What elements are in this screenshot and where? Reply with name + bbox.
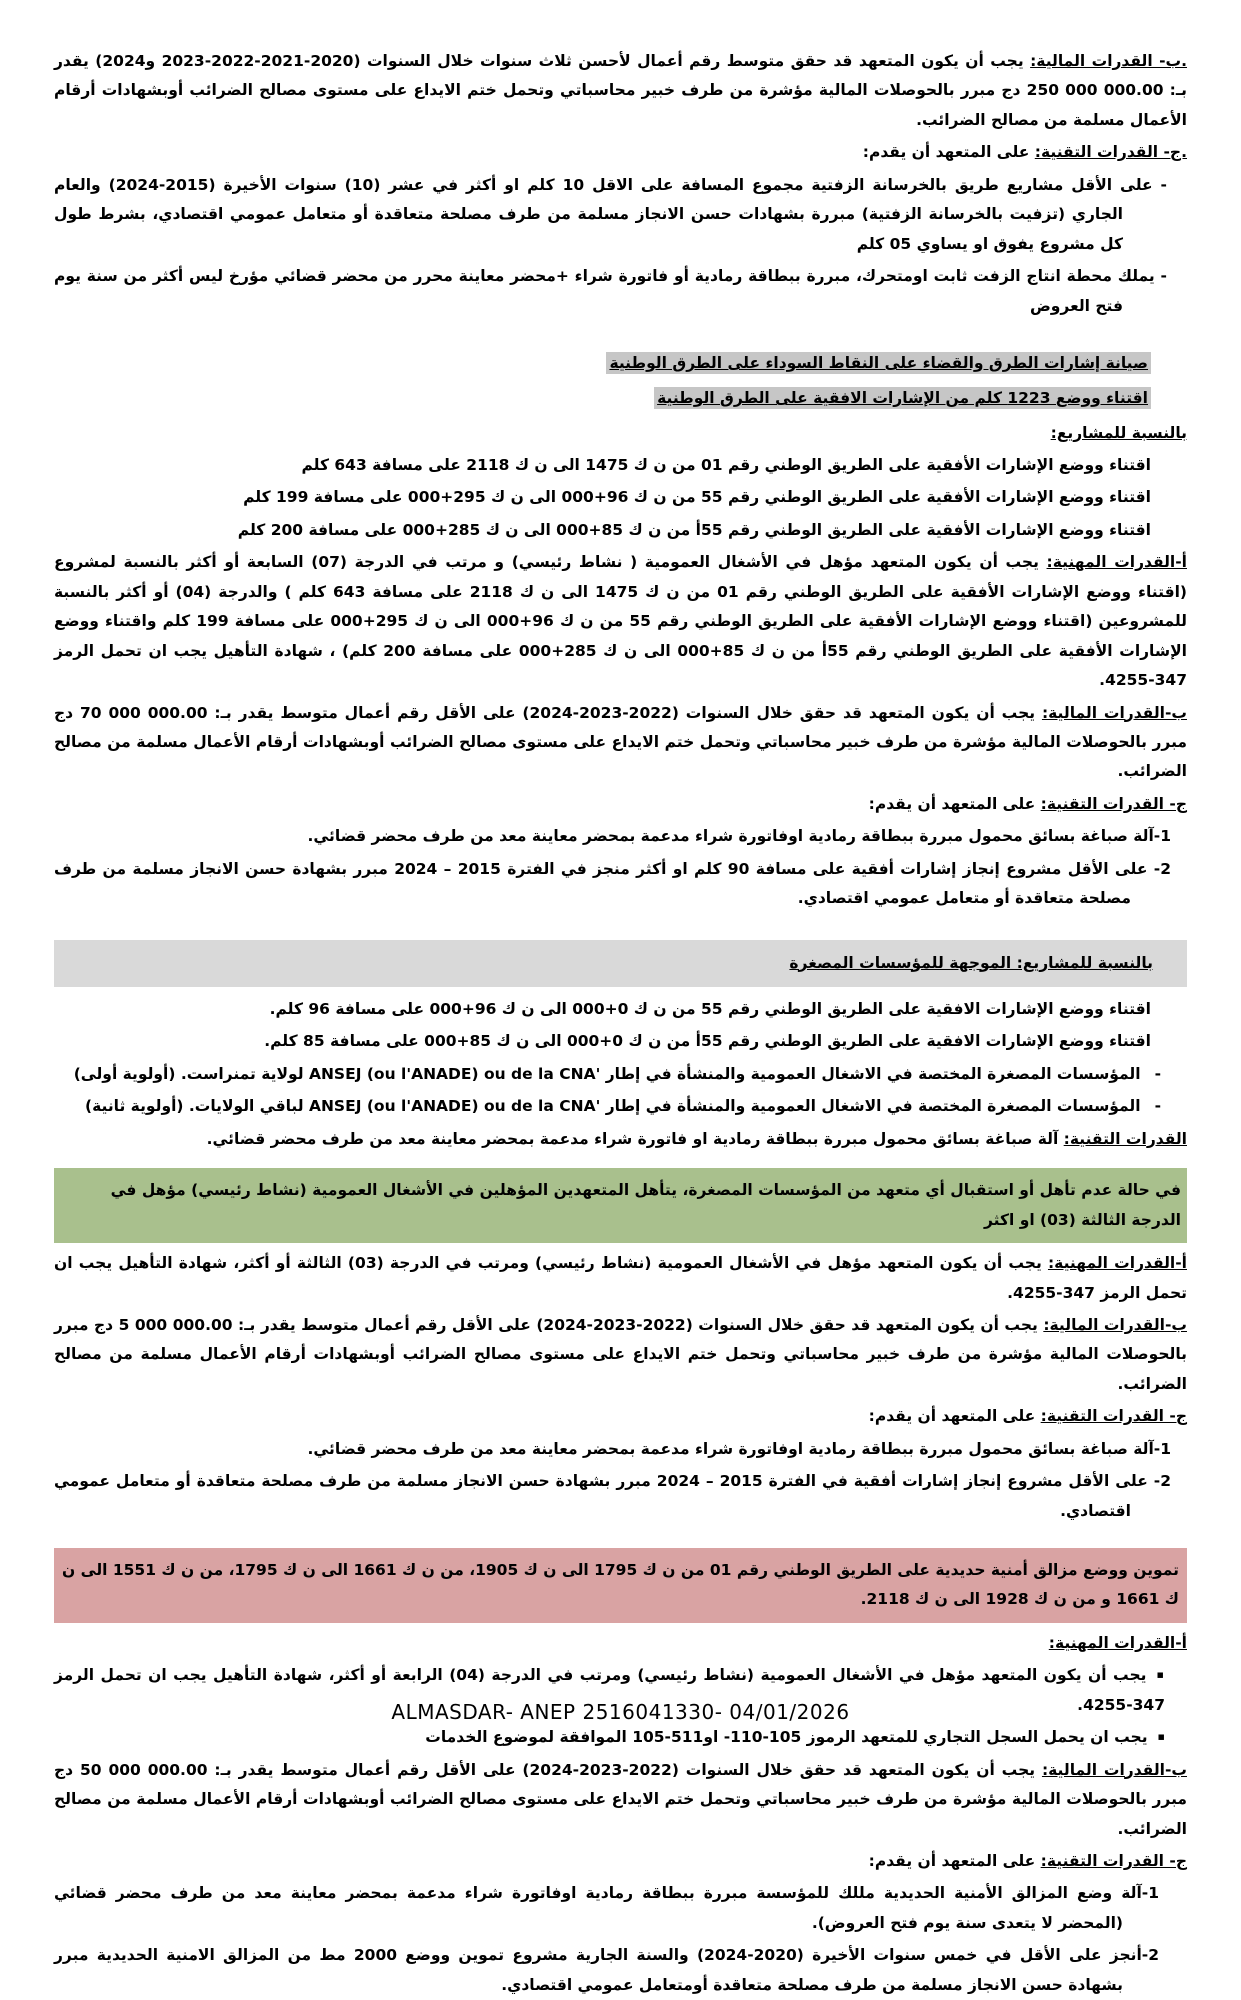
text-bullet-qualification: يجب أن يكون المتعهد مؤهل في الأشغال العمومية (نشاط رئيسي) ومرتب في الدرجة (04) الرابعة أو أكثر، شهادة التأهيل يجب ان تحمل الرمز 347-4255. bbox=[54, 1666, 1165, 1714]
text-technical-capacities-fallback: على المتعهد أن يقدم: bbox=[868, 1407, 1041, 1426]
micro-project-line-2 bbox=[54, 1027, 1187, 1056]
text-title-acquisition: اقتناء ووضع 1223 كلم من الإشارات الافقية على الطرق الوطنية bbox=[654, 387, 1151, 409]
text-asphalt-projects: - على الأقل مشاريع طريق بالخرسانة الزفتية مجموع المسافة على الاقل 10 كلم او أكثر في عشر (10) سنوات الأخيرة (2015-2024) والعام الجاري (تزفيت بالخرسانة الزفتية) مبررة بشهادات حسن الانجاز مسلمة من طرف مصلحة متعاقدة أو متعامل عمومي اقتصادي، بشرط طول كل مشروع يفوق او يساوي 05 كلم bbox=[54, 175, 1167, 253]
square-bullet-icon: ▪ bbox=[1156, 1668, 1165, 1682]
dash-bullet-icon: - bbox=[1154, 1064, 1161, 1083]
bar-green-fallback-note bbox=[54, 1168, 1187, 1243]
text-financial-capacities-guardrails: يجب أن يكون المتعهد قد حقق خلال السنوات (2022-2023-2024) على الأقل رقم أعمال متوسط يقدر بـ: bbox=[207, 1760, 1042, 1779]
text-micro-project-2: اقتناء ووضع الإشارات الافقية على الطريق الوطني رقم 55أ من ن ك 0+000 الى ن ك 85+000 على مسافة 85 كلم. bbox=[264, 1032, 1151, 1051]
text-signs-project-2: 2- على الأقل مشروع إنجاز إشارات أفقية في الفترة 2015 – 2024 مبرر بشهادة حسن الانجاز مسلمة من طرف مصلحة متعاقدة أو متعامل عمومي اقتصادي. bbox=[54, 1472, 1171, 1520]
label-professional-capacities-fallback: أ-القدرات المهنية: bbox=[1047, 1254, 1187, 1273]
item-signs-project bbox=[54, 855, 1187, 914]
amount-5m: 5 000 000.00 bbox=[118, 1315, 233, 1334]
item-guardrail-machine bbox=[54, 1879, 1187, 1938]
label-professional-capacities-signs: أ-القدرات المهنية: bbox=[1046, 553, 1187, 572]
highlight-title-acquisition bbox=[54, 382, 1187, 415]
text-financial-capacities-fallback: يجب أن يكون المتعهد قد حقق خلال السنوات (2022-2023-2024) على الأقل رقم أعمال متوسط يقدر بـ: bbox=[232, 1315, 1044, 1334]
text-professional-capacities-signs: يجب أن يكون المتعهد مؤهل في الأشغال العمومية ( نشاط رئيسي) و مرتب في الدرجة (07) السابعة أو أكثر بالنسبة لمشروع (اقتناء ووضع الإشارات الأفقية على الطريق الوطني رقم 01 من ن ك 1475 الى ن ك 2118 على مسافة 643 كلم ) والدرجة (04) أو أكثر بالنسبة للمشروعين (اقتناء ووضع الإشارات الأفقية على الطريق الوطني رقم 55 من ن ك 96+000 الى ن ك 295+000 على مسافة 199 كلم واقتناء ووضع الإشارات الأفقية على الطريق الوطني رقم 55أ من ن ك 85+000 الى ن ك 285+000 على مسافة 200 كلم) ، شهادة التأهيل يجب ان تحمل الرمز 347-4255. bbox=[54, 553, 1187, 690]
label-technical-capacities-guardrails: ج- القدرات التقنية: bbox=[1040, 1851, 1187, 1870]
text-professional-capacities-fallback: يجب أن يكون المتعهد مؤهل في الأشغال العمومية (نشاط رئيسي) ومرتب في الدرجة (03) الثالثة أو أكثر، شهادة التأهيل يجب ان تحمل الرمز 347-4255. bbox=[54, 1254, 1187, 1302]
text-technical-capacities-signs: على المتعهد أن يقدم: bbox=[868, 794, 1041, 813]
text-financial-capacities-signs-cont: دج مبرر بالحوصلات المالية مؤشرة من طرف خبير محاسباتي وتحمل ختم الايداع على مستوى مصالح الضرائب أوبشهادات أرقام الأعمال مسلمة من مصالح الضرائب. bbox=[54, 703, 1187, 781]
text-ansej-other-wilayas: المؤسسات المصغرة المختصة في الاشغال العمومية والمنشأة في إطار 'ANSEJ (ou l'ANADE) ou de la CNA لباقي الولايات. (أولوية ثانية) bbox=[85, 1097, 1141, 1116]
label-technical-capacities-fallback: ج- القدرات التقنية: bbox=[1040, 1407, 1187, 1426]
text-financial-capacities-cont: دج مبرر بالحوصلات المالية مؤشرة من طرف خبير محاسباتي وتحمل ختم الايداع على مستوى مصالح الضرائب أوبشهادات أرقام الأعمال مسلمة من مصالح الضرائب. bbox=[54, 81, 1187, 129]
para-professional-capacities-signs bbox=[54, 548, 1187, 695]
para-technical-capacities-guardrails bbox=[54, 1847, 1187, 1876]
amount-50m: 50 000 000.00 bbox=[80, 1760, 208, 1779]
item-signs-project-2 bbox=[54, 1467, 1187, 1526]
para-financial-capacities-roadworks bbox=[54, 47, 1187, 135]
text-bullet-commerce-registry: يجب ان يحمل السجل التجاري للمتعهد الرموز 105-110- او511-105 الموافقة لموضوع الخدمات bbox=[425, 1728, 1148, 1747]
label-technical-capacities-signs: ج- القدرات التقنية: bbox=[1040, 794, 1187, 813]
text-micro-project-1: اقتناء ووضع الإشارات الافقية على الطريق الوطني رقم 55 من ن ك 0+000 الى ن ك 96+000 على مسافة 96 كلم. bbox=[269, 1000, 1151, 1018]
item-guardrail-project bbox=[54, 1941, 1187, 2000]
amount-70m: 70 000 000.00 bbox=[80, 703, 208, 722]
text-guardrails-title: تموين ووضع مزالق أمنية حديدية على الطريق الوطني رقم 01 من ن ك 1795 الى ن ك 1905، من ن ك 1661 الى ن ك 1795، من ن ك 1551 الى ن ك 1661 و من ن ك 1928 الى ن ك 2118. bbox=[62, 1561, 1179, 1609]
text-title-maintenance: صيانة إشارات الطرق والقضاء على النقاط السوداء على الطرق الوطنية bbox=[606, 352, 1151, 374]
dash-item-asphalt-projects bbox=[54, 171, 1187, 259]
para-technical-capacities-signs bbox=[54, 790, 1187, 819]
label-technical-capacities: .ج- القدرات التقنية: bbox=[1034, 143, 1187, 162]
dash-item-ansej-other-wilayas bbox=[54, 1092, 1187, 1121]
project-line-2 bbox=[54, 483, 1187, 512]
micro-project-line-1 bbox=[54, 995, 1187, 1024]
heading-for-projects bbox=[54, 419, 1187, 448]
text-micro-enterprises-heading: بالنسبة للمشاريع: الموجهة للمؤسسات المصغرة bbox=[789, 953, 1153, 972]
bar-pink-guardrails-title bbox=[54, 1548, 1187, 1623]
label-financial-capacities-guardrails: ب-القدرات المالية: bbox=[1041, 1760, 1187, 1779]
bar-micro-enterprises-heading bbox=[54, 940, 1187, 987]
para-professional-capacities-fallback bbox=[54, 1249, 1187, 1308]
para-technical-capacities-roadworks bbox=[54, 138, 1187, 167]
square-bullet-icon: ▪ bbox=[1157, 1730, 1165, 1744]
label-technical-capacities-micro: القدرات التقنية: bbox=[1063, 1129, 1187, 1148]
text-financial-capacities-fallback-cont: دج مبرر بالحوصلات المالية مؤشرة من طرف خبير محاسباتي وتحمل ختم الايداع على مستوى مصالح الضرائب أوبشهادات أرقام الأعمال مسلمة من مصالح الضرائب. bbox=[54, 1315, 1187, 1393]
footer-anep-reference bbox=[0, 1693, 1241, 1731]
text-financial-capacities-signs: يجب أن يكون المتعهد قد حقق خلال السنوات (2022-2023-2024) على الأقل رقم أعمال متوسط يقدر بـ: bbox=[207, 703, 1042, 722]
project-line-3 bbox=[54, 516, 1187, 545]
text-financial-capacities: يجب أن يكون المتعهد قد حقق متوسط رقم أعمال لأحسن ثلاث سنوات خلال السنوات (2020-2021-2022-2023 و2024) يقدر بـ: bbox=[54, 52, 1187, 100]
text-project-line-3: اقتناء ووضع الإشارات الأفقية على الطريق الوطني رقم 55أ من ن ك 85+000 الى ن ك 285+000 على مسافة 200 كلم bbox=[237, 520, 1151, 539]
amount-250m: 250 000 000.00 bbox=[1026, 81, 1164, 100]
text-signs-project: 2- على الأقل مشروع إنجاز إشارات أفقية على مسافة 90 كلم او أكثر منجز في الفترة 2015 – 2024 مبرر بشهادة حسن الانجاز مسلمة من طرف مصلحة متعاقدة أو متعامل عمومي اقتصادي. bbox=[54, 859, 1172, 908]
text-guardrail-machine: 1-آلة وضع المزالق الأمنية الحديدية مللك للمؤسسة مبررة ببطاقة رمادية اوفاتورة شراء مدعمة بمحضر معاينة معد من طرف محضر قضائي (المحضر لا يتعدى سنة يوم فتح العروض). bbox=[54, 1884, 1159, 1932]
label-financial-capacities-signs: ب-القدرات المالية: bbox=[1041, 703, 1187, 722]
text-guardrail-project: 2-أنجز على الأقل في خمس سنوات الأخيرة (2020-2024) والسنة الجارية مشروع تموين ووضع 2000 مط من المزالق الامنية الحديدية مبرر بشهادة حسن الانجاز مسلمة من طرف مصلحة متعاقدة أومتعامل عمومي اقتصادي. bbox=[54, 1946, 1159, 1994]
para-technical-capacities-micro bbox=[54, 1125, 1187, 1154]
text-project-line-2: اقتناء ووضع الإشارات الأفقية على الطريق الوطني رقم 55 من ن ك 96+000 الى ن ك 295+000 على مسافة 199 كلم bbox=[243, 488, 1151, 507]
para-financial-capacities-fallback bbox=[54, 1311, 1187, 1399]
text-asphalt-plant: - يملك محطة انتاج الزفت ثابت اومتحرك، مبررة ببطاقة رمادية أو فاتورة شراء +محضر معاينة محرر من محضر قضائي مؤرخ ليس أكثر من سنة يوم فتح العروض bbox=[54, 267, 1167, 315]
text-financial-capacities-guardrails-cont: دج مبرر بالحوصلات المالية مؤشرة من طرف خبير محاسباتي وتحمل ختم الايداع على مستوى مصالح الضرائب أوبشهادات أرقام الأعمال مسلمة من مصالح الضرائب. bbox=[54, 1760, 1187, 1838]
project-line-1 bbox=[54, 451, 1187, 480]
text-technical-capacities-guardrails: على المتعهد أن يقدم: bbox=[868, 1851, 1041, 1870]
highlight-title-maintenance bbox=[54, 347, 1187, 380]
text-professional-capacities-guardrails: أ-القدرات المهنية: bbox=[1048, 1633, 1187, 1652]
dash-bullet-icon: - bbox=[1154, 1097, 1161, 1116]
para-financial-capacities-guardrails bbox=[54, 1756, 1187, 1844]
text-project-line-1: اقتناء ووضع الإشارات الأفقية على الطريق الوطني رقم 01 من ن ك 1475 الى ن ك 2118 على مسافة 643 كلم bbox=[301, 456, 1151, 474]
para-technical-capacities-fallback bbox=[54, 1402, 1187, 1431]
label-financial-capacities: .ب- القدرات المالية: bbox=[1030, 52, 1188, 70]
text-ansej-tamanrasset: المؤسسات المصغرة المختصة في الاشغال العمومية والمنشأة في إطار 'ANSEJ (ou l'ANADE) ou de la CNA لولاية تمنراست. (أولوية أولى) bbox=[73, 1064, 1141, 1083]
text-green-fallback-note: في حالة عدم تأهل أو استقبال أي متعهد من المؤسسات المصغرة، يتأهل المتعهدين المؤهلين في الأشغال العمومية (نشاط رئيسي) مؤهل في الدرجة الثالثة (03) او اكثر bbox=[110, 1181, 1181, 1229]
para-financial-capacities-signs bbox=[54, 699, 1187, 787]
dash-item-asphalt-plant bbox=[54, 262, 1187, 321]
dash-item-ansej-tamanrasset bbox=[54, 1060, 1187, 1089]
text-technical-capacities: على المتعهد أن يقدم: bbox=[862, 143, 1035, 162]
heading-professional-capacities-guardrails bbox=[54, 1629, 1187, 1658]
label-financial-capacities-fallback: ب-القدرات المالية: bbox=[1043, 1315, 1187, 1334]
text-footer-anep: ALMASDAR- ANEP 2516041330- 04/01/2026 bbox=[391, 1700, 850, 1724]
text-for-projects: بالنسبة للمشاريع: bbox=[1050, 423, 1187, 442]
text-paint-machine: 1-آلة صباغة بسائق محمول مبررة ببطاقة رمادية اوفاتورة شراء مدعمة بمحضر معاينة معد من طرف محضر قضائي. bbox=[307, 827, 1171, 846]
text-paint-machine-2: 1-آلة صباغة بسائق محمول مبررة ببطاقة رمادية اوفاتورة شراء مدعمة بمحضر معاينة معد من طرف محضر قضائي. bbox=[307, 1439, 1171, 1458]
item-paint-machine-2 bbox=[54, 1435, 1187, 1464]
item-paint-machine bbox=[54, 822, 1187, 851]
text-technical-capacities-micro: آلة صباغة بسائق محمول مبررة ببطاقة رمادية او فاتورة شراء مدعمة بمحضر معاينة معد من طرف محضر قضائي. bbox=[206, 1129, 1064, 1148]
